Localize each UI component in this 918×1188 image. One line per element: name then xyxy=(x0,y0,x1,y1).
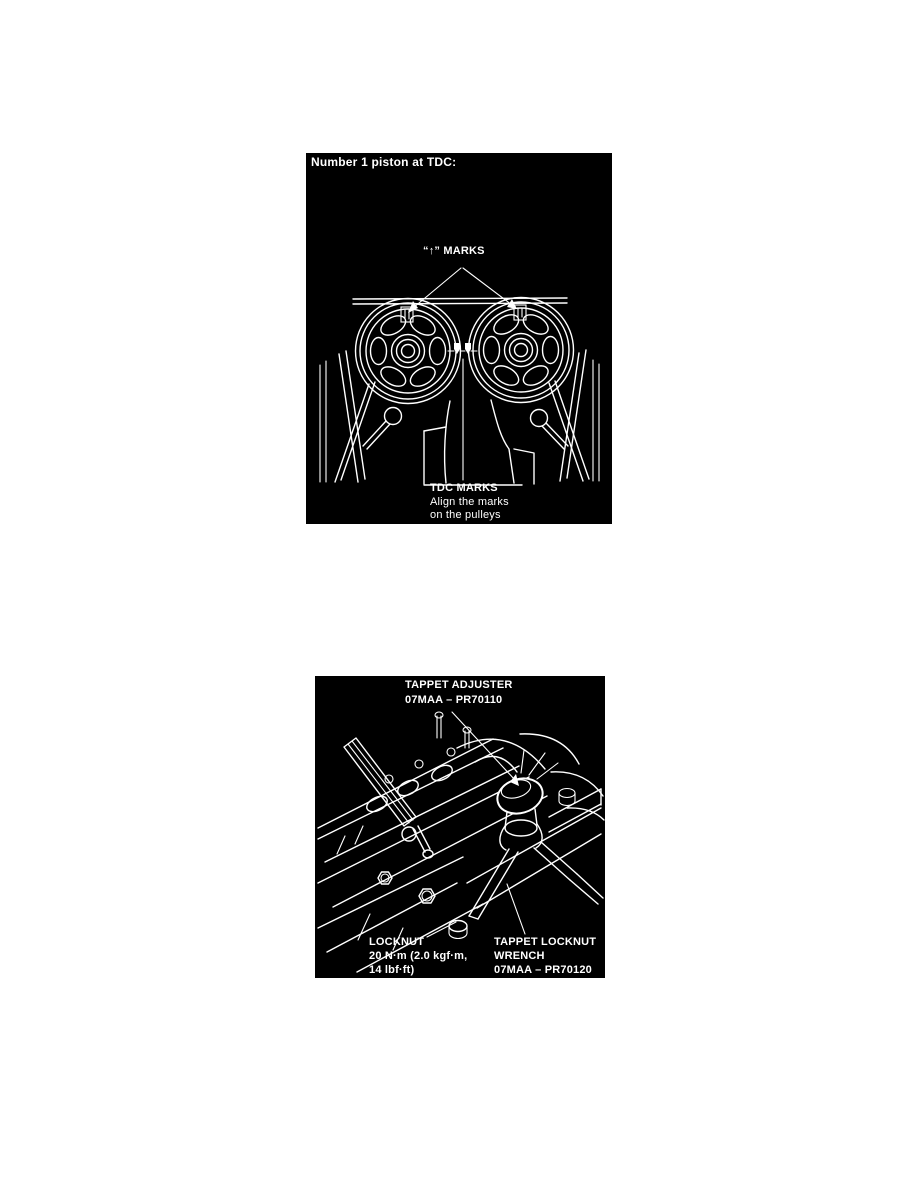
timing-belt-right xyxy=(549,350,599,481)
adjuster-knob-and-wrench xyxy=(469,773,603,919)
wrench-label-line1: TAPPET LOCKNUT xyxy=(494,936,597,948)
tappet-adjuster-label xyxy=(405,678,513,708)
tdc-marks-label-line3: on the pulleys xyxy=(430,509,501,521)
figure-tdc-pulleys xyxy=(306,153,612,524)
left-idler-bolt xyxy=(363,408,402,450)
hex-bolts xyxy=(378,872,435,903)
tappet-locknut-wrench-label xyxy=(494,935,596,977)
tdc-marks-label xyxy=(430,482,509,523)
locknut-label-line2: 20 N·m (2.0 kgf·m, xyxy=(369,950,468,962)
tappet-adjuster-label-line1: TAPPET ADJUSTER xyxy=(405,679,513,691)
tdc-marks-label-line1: TDC MARKS xyxy=(430,482,498,494)
camshaft-pulleys-illustration xyxy=(306,153,612,524)
figure-tappet-adjustment xyxy=(315,676,605,978)
wrench-label-line3: 07MAA – PR70120 xyxy=(494,964,592,976)
head-corner-block xyxy=(549,789,601,833)
locknut-label-line1: LOCKNUT xyxy=(369,936,425,948)
timing-belt-left xyxy=(320,351,375,482)
tappet-adjuster-label-line2: 07MAA – PR70110 xyxy=(405,694,503,706)
up-marks-label: “↑” MARKS xyxy=(423,245,485,257)
locknut-torque-label xyxy=(369,935,467,977)
tappet-adjuster-illustration xyxy=(315,676,605,978)
lower-engine-outline xyxy=(424,400,534,485)
right-cam-pulley xyxy=(469,298,574,403)
wrench-label-line2: WRENCH xyxy=(494,950,545,962)
locknut-label-line3: 14 lbf·ft) xyxy=(369,964,415,976)
figure-title: Number 1 piston at TDC: xyxy=(311,155,457,169)
tdc-marks-label-line2: Align the marks xyxy=(430,495,509,508)
adjusting-screw-studs xyxy=(435,712,471,748)
left-cam-pulley xyxy=(356,299,461,404)
right-idler-bolt xyxy=(531,410,569,450)
